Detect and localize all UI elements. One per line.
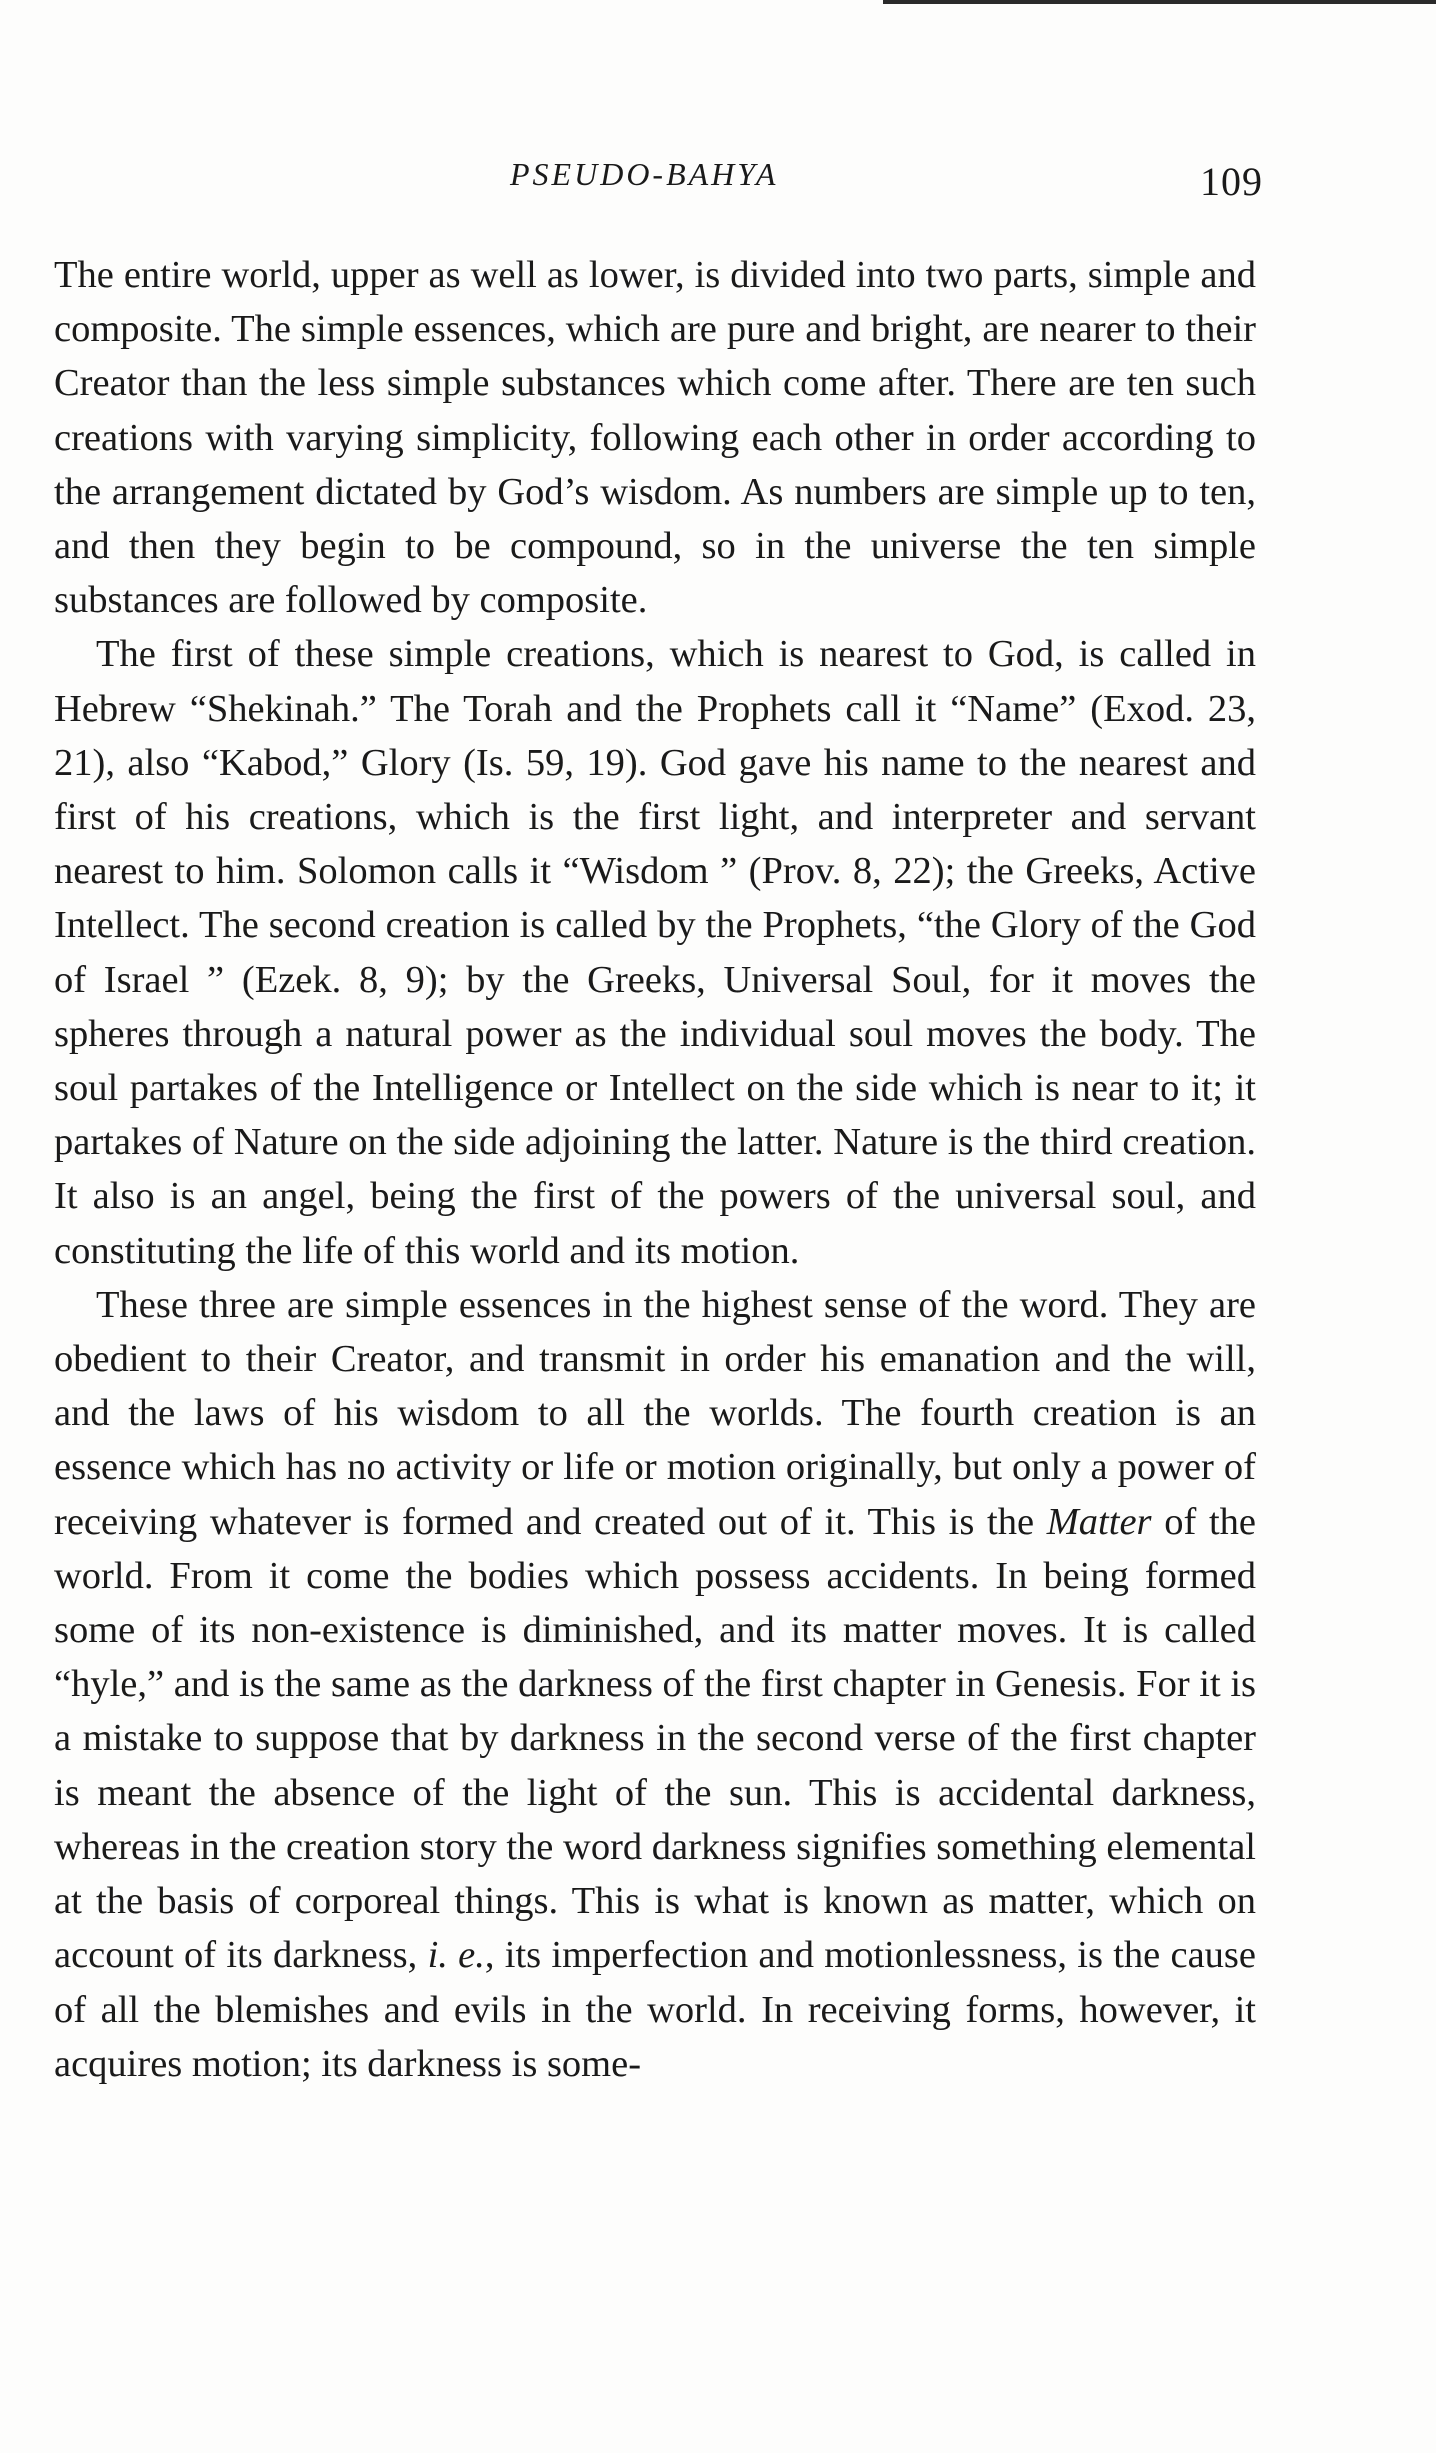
body-text [54,248,1256,2091]
paragraph-text: These three are simple essences in the highest sense of the word. They are obedient to their Creator, and transmit in order his emanation and the will, and the laws of his wisdom to all the worlds. The fourth creation is an essence which has no activity or life or motion originally, but only a power of receiving whatever is formed and created out of it. This is the [54,1283,1256,1543]
paragraph-text: of the world. From it come the bodies which possess accidents. In being formed some of its non-existence is diminished, and its matter moves. It is called “hyle,” and is the same as the darkness of the first chapter in Genesis. For it is a mistake to suppose that by darkness in the second verse of the first chapter is meant the absence of the light of the sun. This is accidental darkness, whereas in the creation story the word darkness signifies something elemental at the basis of corporeal things. This is what is known as matter, which on account of its darkness, [54,1500,1256,1977]
emphasis-matter: Matter [1046,1500,1152,1543]
paragraph-text: The first of these simple creations, which is nearest to God, is called in Hebrew “Shekinah.” The Torah and the Prophets call it “Name” (Exod. 23, 21), also “Kabod,” Glory (Is. 59, 19). God gave his name to the nearest and first of his creations, which is the first light, and interpreter and servant nearest to him. Solomon calls it “Wisdom ” (Prov. 8, 22); the Greeks, Active Intellect. The second creation is called by the Prophets, “the Glory of the God of Israel ” (Ezek. 8, 9); by the Greeks, Universal Soul, for it moves the spheres through a natural power as the individual soul moves the body. The soul partakes of the Intelligence or Intellect on the side which is near to it; it partakes of Nature on the side adjoining the latter. Nature is the third creation. It also is an angel, being the first of the powers of the universal soul, and constituting the life of this world and its motion. [54,633,1256,1272]
running-head [0,156,1436,206]
paragraph-text: , its imperfection and motionlessness, is the cause of all the blemishes and evils in the world. In receiving forms, however, it acquires motion; its darkness is some- [54,1934,1256,2085]
paragraph-1 [54,248,1256,627]
page-number: 109 [1200,159,1263,204]
top-border-rule [883,0,1436,4]
paragraph-3 [54,1278,1256,2091]
paragraph-2 [54,627,1256,1277]
emphasis-ie: i. e. [427,1934,485,1977]
running-title: PSEUDO-BAHYA [510,156,779,192]
paragraph-text: The entire world, upper as well as lower, is divided into two parts, simple and composite. The simple essences, which are pure and bright, are nearer to their Creator than the less simple substances which come after. There are ten such creations with varying simplicity, following each other in order according to the arrangement dictated by God’s wisdom. As numbers are simple up to ten, and then they begin to be compound, so in the universe the ten simple substances are followed by composite. [54,254,1256,622]
